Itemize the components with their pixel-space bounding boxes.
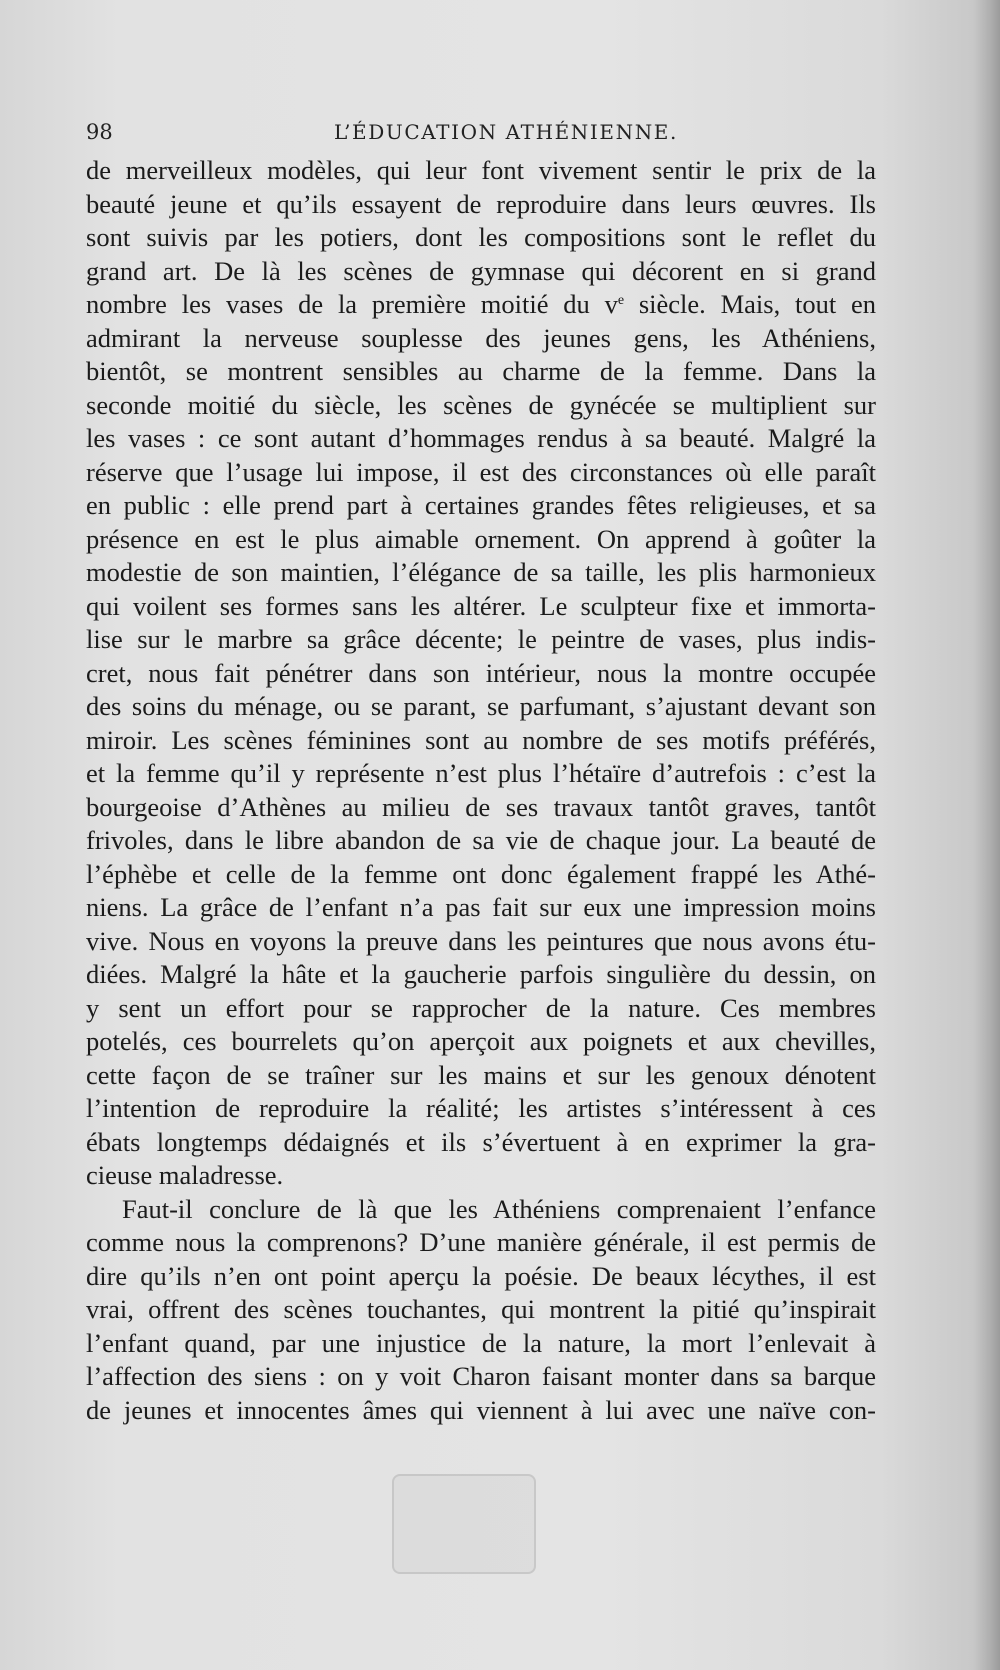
text-line: diées. Malgré la hâte et la gaucherie parfois singulière du dessin, on	[86, 959, 876, 989]
text-line: vive. Nous en voyons la preuve dans les peintures que nous avons étu-	[86, 925, 876, 956]
text-line: sont suivis par les potiers, dont les compositions sont le reflet du	[86, 222, 876, 252]
text-line: cret, nous fait pénétrer dans son intérieur, nous la montre occupée	[86, 657, 876, 688]
running-head	[86, 114, 876, 154]
text-line: l’enfant quand, par une injustice de la nature, la mort l’enlevait à	[86, 1327, 876, 1358]
text-line: y sent un effort pour se rapprocher de la nature. Ces membres	[86, 992, 876, 1023]
text-line: en public : elle prend part à certaines grandes fêtes religieuses, et sa	[86, 490, 876, 520]
text-line: ébats longtemps dédaignés et ils s’évertuent à en exprimer la gra-	[86, 1126, 876, 1157]
text-line: réserve que l’usage lui impose, il est des circonstances où elle paraît	[86, 456, 876, 487]
text-line: frivoles, dans le libre abandon de sa vie de chaque jour. La beauté de	[86, 825, 876, 855]
text-line	[86, 288, 876, 322]
text-line: des soins du ménage, ou se parant, se parfumant, s’ajustant devant son	[86, 691, 876, 721]
body-text	[86, 154, 876, 1427]
text-line: modestie de son maintien, l’élégance de sa taille, les plis harmonieux	[86, 557, 876, 587]
text-line: vrai, offrent des scènes touchantes, qui montrent la pitié qu’inspirait	[86, 1294, 876, 1324]
text-line: dire qu’ils n’en ont point aperçu la poésie. De beaux lécythes, il est	[86, 1260, 876, 1291]
text-line: potelés, ces bourrelets qu’on aperçoit aux poignets et aux chevilles,	[86, 1026, 876, 1056]
text-line: cette façon de se traîner sur les mains et sur les genoux dénotent	[86, 1059, 876, 1090]
text-line: niens. La grâce de l’enfant n’a pas fait sur eux une impression moins	[86, 892, 876, 922]
superscript: e	[617, 293, 625, 308]
text-line: admirant la nerveuse souplesse des jeunes gens, les Athéniens,	[86, 322, 876, 353]
text-line-paragraph-end: cieuse maladresse.	[86, 1160, 284, 1190]
text-line: l’intention de reproduire la réalité; les artistes s’intéressent à ces	[86, 1093, 876, 1123]
page-number: 98	[86, 120, 113, 144]
text-line: l’éphèbe et celle de la femme ont donc également frappé les Athé-	[86, 858, 876, 889]
text-line: bourgeoise d’Athènes au milieu de ses travaux tantôt graves, tantôt	[86, 791, 876, 822]
text-line: de jeunes et innocentes âmes qui viennent à lui avec une naïve con-	[86, 1394, 876, 1425]
text-line: seconde moitié du siècle, les scènes de gynécée se multiplient sur	[86, 389, 876, 420]
text-line: lise sur le marbre sa grâce décente; le peintre de vases, plus indis-	[86, 624, 876, 654]
text-line-paragraph-start: Faut-il conclure de là que les Athéniens comprenaient l’enfance	[122, 1193, 876, 1224]
faded-library-stamp	[392, 1474, 536, 1574]
text-line: qui voilent ses formes sans les altérer. Le sculpteur fixe et immorta-	[86, 590, 876, 621]
running-title: L’ÉDUCATION ATHÉNIENNE.	[334, 120, 678, 144]
text-line: l’affection des siens : on y voit Charon faisant monter dans sa barque	[86, 1361, 876, 1391]
text-line: et la femme qu’il y représente n’est plus l’hétaïre d’autrefois : c’est la	[86, 758, 876, 788]
page-edge-shadow	[974, 0, 1000, 1670]
text-line: comme nous la comprenons? D’une manière générale, il est permis de	[86, 1227, 876, 1257]
text-line: miroir. Les scènes féminines sont au nombre de ses motifs préférés,	[86, 724, 876, 755]
text-line: de merveilleux modèles, qui leur font vivement sentir le prix de la	[86, 155, 876, 185]
text-line: beauté jeune et qu’ils essayent de reproduire dans leurs œuvres. Ils	[86, 188, 876, 219]
text-line: les vases : ce sont autant d’hommages rendus à sa beauté. Malgré la	[86, 423, 876, 453]
text-fragment: siècle. Mais, tout en	[624, 289, 876, 319]
text-line: grand art. De là les scènes de gymnase qui décorent en si grand	[86, 255, 876, 286]
text-line: bientôt, se montrent sensibles au charme de la femme. Dans la	[86, 356, 876, 386]
text-line: présence en est le plus aimable ornement. On apprend à goûter la	[86, 523, 876, 554]
text-fragment: nombre les vases de la première moitié du v	[86, 289, 618, 319]
